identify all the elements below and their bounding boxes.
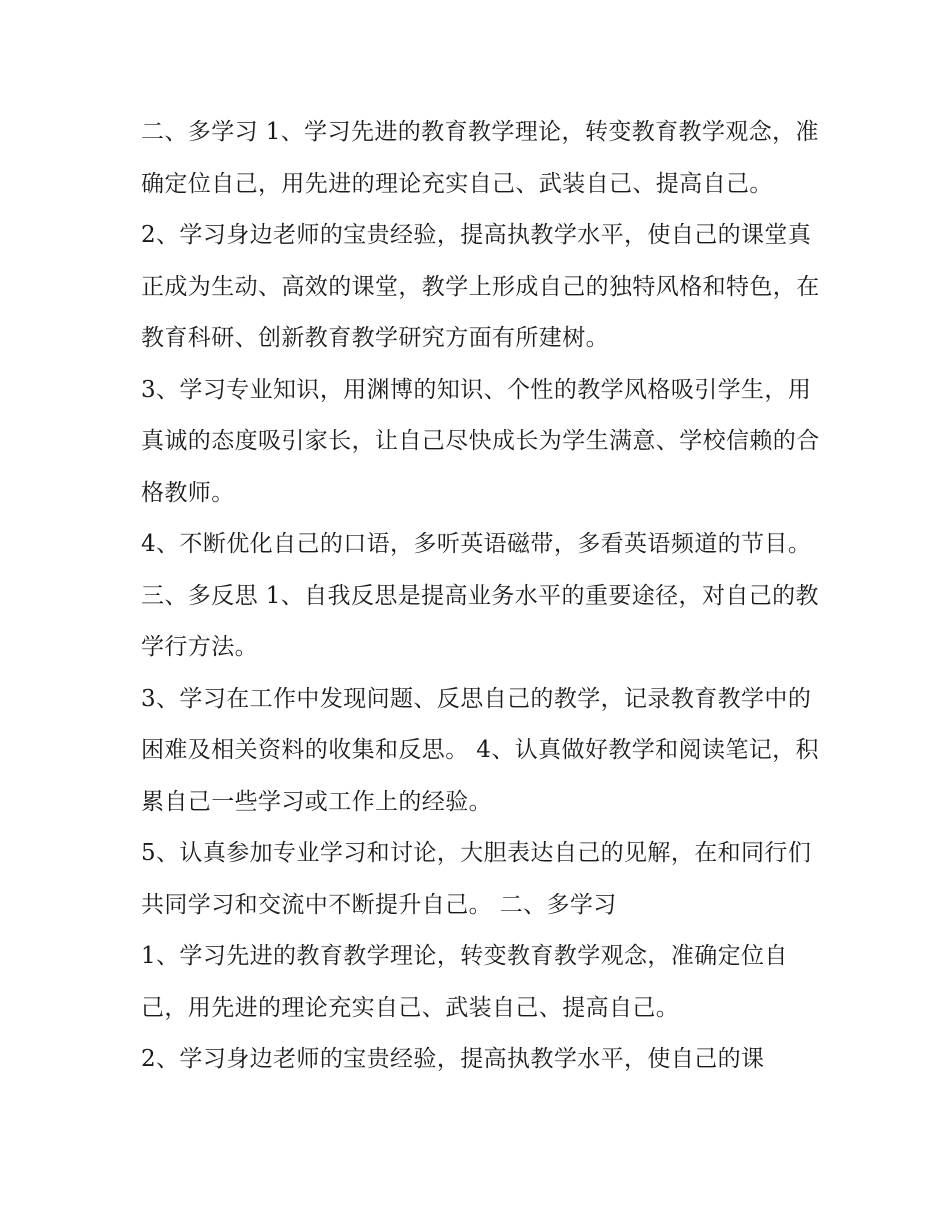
paragraph-2: 2、学习身边老师的宝贵经验，提高执教学水平，使自己的课堂真正成为生动、高效的课堂，教学上形成自己的独特风格和特色，在教育科研、创新教育教学研究方面有所建树。 (141, 222, 820, 351)
paragraph-7: 1、学习先进的教育教学理论，转变教育教学观念，准确定位自己，用先进的理论充实自己、武装自己、提高自己。 (141, 943, 788, 1021)
document-body (141, 107, 821, 1086)
paragraph-4: 4、不断优化自己的口语，多听英语磁带，多看英语频道的节目。 三、多反思 1、自我反思是提高业务水平的重要途径，对自己的教学行方法。 (141, 531, 819, 660)
paragraph-5: 3、学习在工作中发现问题、反思自己的教学，记录教育教学中的困难及相关资料的收集和反思。 4、认真做好教学和阅读笔记，积累自己一些学习或工作上的经验。 (141, 685, 819, 815)
paragraph-3: 3、学习专业知识，用渊博的知识、个性的教学风格吸引学生，用真诚的态度吸引家长，让自己尽快成长为学生满意、学校信赖的合格教师。 (141, 376, 820, 506)
paragraph-8: 2、学习身边老师的宝贵经验，提高执教学水平，使自己的课 (141, 1046, 765, 1072)
paragraph-1: 二、多学习 1、学习先进的教育教学理论，转变教育教学观念，准确定位自己，用先进的理论充实自己、武装自己、提高自己。 (141, 119, 819, 197)
paragraph-6: 5、认真参加专业学习和讨论，大胆表达自己的见解，在和同行们共同学习和交流中不断提升自己。 二、多学习 (141, 840, 812, 918)
